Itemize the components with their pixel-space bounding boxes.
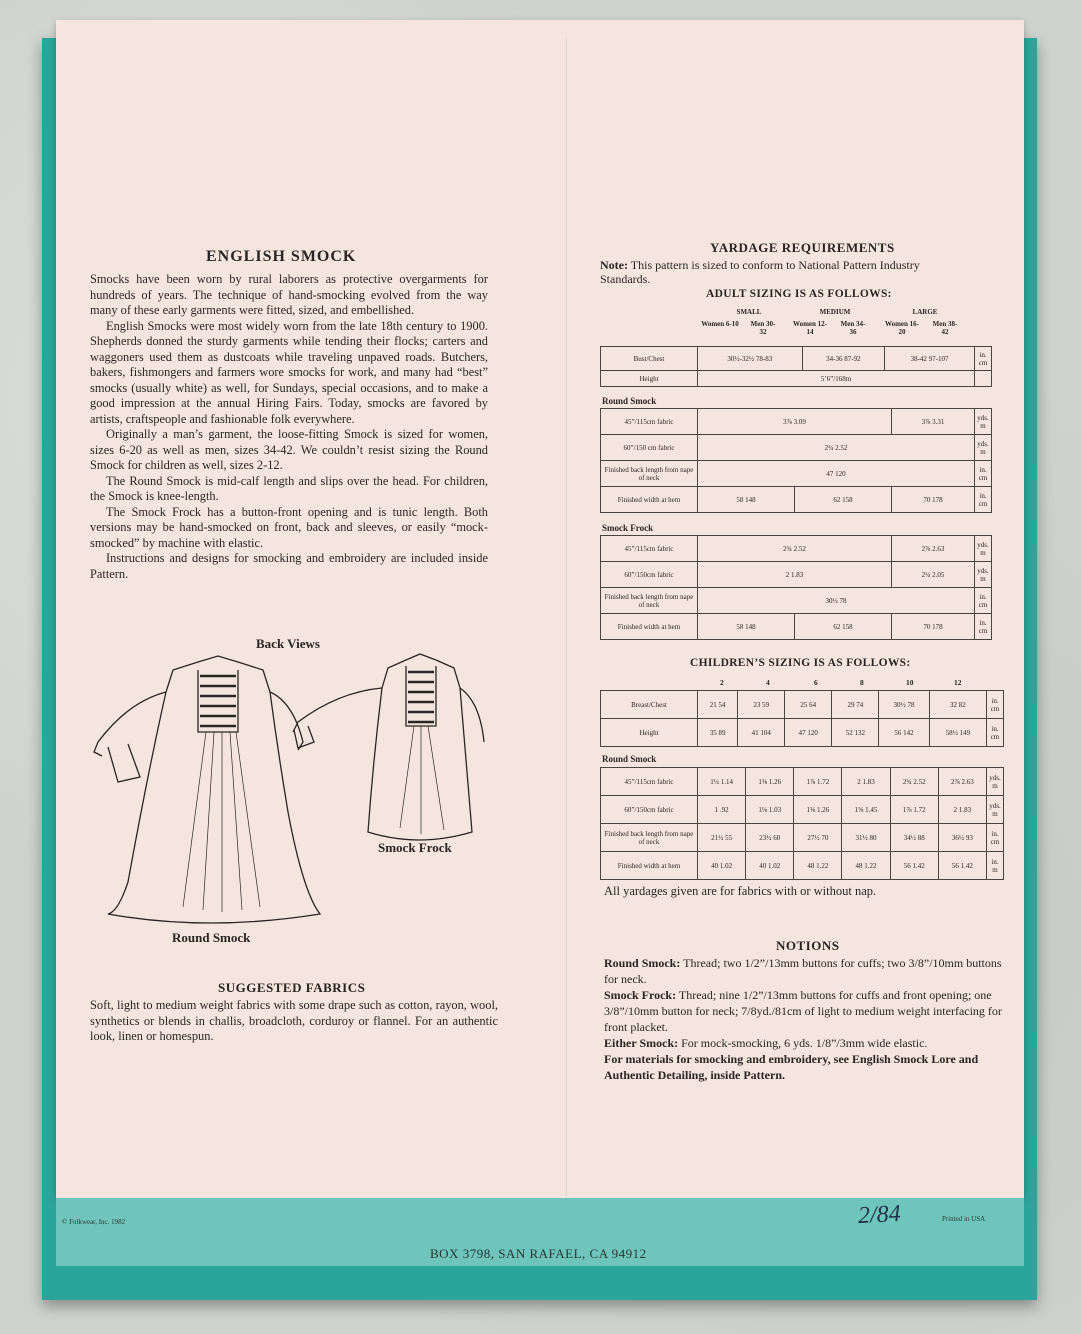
- table-cell: 56 1.42: [938, 852, 986, 880]
- adult-smock-frock-table: [600, 535, 992, 640]
- children-round-smock-label: Round Smock: [602, 754, 657, 764]
- table-row: [601, 719, 1004, 747]
- notion-item: [604, 1051, 1016, 1083]
- child-age: 10: [906, 678, 914, 687]
- child-age: 6: [814, 678, 818, 687]
- table-cell: in. cm: [987, 719, 1004, 747]
- table-cell: 2 1.83: [842, 768, 890, 796]
- table-row: [601, 796, 1004, 824]
- table-row: [601, 435, 992, 461]
- table-cell: 30½-32½ 78-83: [698, 347, 803, 371]
- table-cell: 47 120: [698, 461, 975, 487]
- notion-label: For materials for smocking and embroidery, see English Smock Lore and Authentic Detailing, inside Pattern.: [604, 1052, 979, 1082]
- table-row: [601, 461, 992, 487]
- table-cell: 45”/115cm fabric: [601, 409, 698, 435]
- center-fold: [566, 38, 568, 1198]
- size-medium: MEDIUM: [819, 308, 851, 316]
- table-cell: Finished width at hem: [601, 852, 698, 880]
- table-cell: Bust/Chest: [601, 347, 698, 371]
- table-row: [601, 347, 992, 371]
- adult-round-smock-label: Round Smock: [602, 396, 657, 406]
- adult-round-smock-table: [600, 408, 992, 513]
- table-row: [601, 588, 992, 614]
- table-cell: in. cm: [975, 461, 992, 487]
- notion-item: [604, 955, 1016, 987]
- back-views-label: Back Views: [256, 636, 320, 651]
- adult-smock-frock-label: Smock Frock: [602, 523, 654, 533]
- table-row: [601, 487, 992, 513]
- table-cell: 2¼ 2.05: [892, 562, 975, 588]
- table-cell: Finished width at hem: [601, 614, 698, 640]
- notions-title: NOTIONS: [776, 938, 840, 953]
- table-cell: 56 142: [879, 719, 929, 747]
- table-row: [601, 824, 1004, 852]
- yardage-title: YARDAGE REQUIREMENTS: [710, 240, 895, 255]
- table-cell: 31½ 80: [842, 824, 890, 852]
- table-cell: Finished back length from nape of neck: [601, 824, 698, 852]
- table-cell: yds. m: [987, 796, 1004, 824]
- notion-label: Round Smock:: [604, 956, 681, 970]
- table-cell: 21½ 55: [698, 824, 746, 852]
- table-cell: 3⅞ 3.31: [892, 409, 975, 435]
- table-cell: yds. m: [975, 435, 992, 461]
- copyright: © Folkwear, Inc. 1982: [62, 1218, 126, 1226]
- table-cell: 45”/115cm fabric: [601, 768, 698, 796]
- table-cell: 21 54: [698, 691, 738, 719]
- address: BOX 3798, SAN RAFAEL, CA 94912: [430, 1246, 647, 1261]
- note-label: Note:: [600, 258, 628, 272]
- notion-text: Thread; nine 1/2”/13mm buttons for cuffs and front opening; one 3/8”/10mm button for neck; 7/8yd./81cm of light to medium weight interfacing for front placket.: [604, 988, 1002, 1034]
- table-cell: Finished back length from nape of neck: [601, 588, 698, 614]
- size-small-women: Women 6-10: [701, 320, 739, 328]
- table-cell: yds. m: [987, 768, 1004, 796]
- table-cell: 1⅛ 1.03: [746, 796, 794, 824]
- table-cell: 1⅜ 1.26: [794, 796, 842, 824]
- child-age: 8: [860, 678, 864, 687]
- table-cell: Height: [601, 371, 698, 387]
- table-cell: 48 1.22: [794, 852, 842, 880]
- table-cell: 34-36 87-92: [802, 347, 885, 371]
- sizing-note: [600, 258, 992, 286]
- table-cell: yds. m: [975, 562, 992, 588]
- notion-text: Thread; two 1/2”/13mm buttons for cuffs; two 3/8”/10mm buttons for neck.: [604, 956, 1002, 986]
- paragraph: Instructions and designs for smocking and embroidery are included inside Pattern.: [90, 551, 488, 581]
- notion-item: [604, 1035, 1016, 1051]
- paragraph: The Round Smock is mid-calf length and slips over the head. For children, the Smock is knee-length.: [90, 473, 488, 503]
- table-cell: in. cm: [987, 691, 1004, 719]
- fabrics-text: Soft, light to medium weight fabrics with some drape such as cotton, rayon, wool, synthetics or blends in challis, broadcloth, corduroy or flannel. For an authentic look, linen or homespun.: [90, 998, 498, 1043]
- size-small: SMALL: [736, 308, 762, 316]
- table-cell: 1⅝ 1.45: [842, 796, 890, 824]
- table-cell: 70 178: [892, 487, 975, 513]
- table-cell: in. cm: [975, 614, 992, 640]
- table-cell: 45”/115cm fabric: [601, 536, 698, 562]
- round-smock-label: Round Smock: [172, 930, 251, 945]
- table-cell: 70 178: [892, 614, 975, 640]
- size-medium-women: Women 12-14: [792, 320, 828, 336]
- size-small-men: Men 30-32: [750, 320, 776, 336]
- table-cell: yds. m: [975, 536, 992, 562]
- table-cell: 60”/150cm fabric: [601, 562, 698, 588]
- table-cell: 5’6”/168m: [698, 371, 975, 387]
- smock-line-drawing: [88, 652, 488, 934]
- notion-label: Smock Frock:: [604, 988, 677, 1002]
- table-cell: 2¾ 2.52: [698, 435, 975, 461]
- table-cell: 2¾ 2.52: [698, 536, 892, 562]
- child-age: 12: [954, 678, 962, 687]
- table-cell: 29 74: [832, 691, 879, 719]
- table-cell: yds. m: [975, 409, 992, 435]
- table-cell: 2⅞ 2.63: [892, 536, 975, 562]
- table-cell: 56 1.42: [890, 852, 938, 880]
- size-medium-men: Men 34-36: [840, 320, 866, 336]
- table-cell: 30½ 78: [698, 588, 975, 614]
- table-row: [601, 614, 992, 640]
- paragraph: Smocks have been worn by rural laborers as protective overgarments for hundreds of years. The technique of hand-smocking evolved from the way many of these early garments were fitted, sized, and embellished.: [90, 272, 488, 317]
- page-title: ENGLISH SMOCK: [206, 248, 357, 265]
- table-cell: 30½ 78: [879, 691, 929, 719]
- children-measure-table: [600, 690, 1004, 747]
- table-cell: 1⅞ 1.72: [794, 768, 842, 796]
- table-row: [601, 768, 1004, 796]
- table-cell: 23 59: [738, 691, 785, 719]
- table-cell: 58 148: [698, 614, 795, 640]
- table-cell: 62 158: [795, 487, 892, 513]
- children-sizing-title: CHILDREN’S SIZING IS AS FOLLOWS:: [690, 657, 911, 669]
- notion-label: Either Smock:: [604, 1036, 679, 1050]
- table-cell: 1⅞ 1.72: [890, 796, 938, 824]
- yardage-note: All yardages given are for fabrics with or without nap.: [604, 884, 877, 898]
- size-large-men: Men 38-42: [932, 320, 958, 336]
- handwritten-date: 2/84: [857, 1200, 902, 1230]
- table-cell: in. cm: [975, 347, 992, 371]
- table-row: [601, 562, 992, 588]
- table-cell: 2 1.83: [938, 796, 986, 824]
- child-age: 4: [766, 678, 770, 687]
- table-cell: 40 1.02: [746, 852, 794, 880]
- note-line-1: This pattern is sized to conform to National Pattern Industry: [630, 258, 920, 272]
- size-large-women: Women 16-20: [884, 320, 920, 336]
- table-cell: 60”/150cm fabric: [601, 796, 698, 824]
- table-cell: 2⅞ 2.63: [938, 768, 986, 796]
- table-cell: 1¼ 1.14: [698, 768, 746, 796]
- adult-sizing-title: ADULT SIZING IS AS FOLLOWS:: [706, 288, 892, 300]
- table-cell: 32 82: [929, 691, 986, 719]
- table-cell: 1⅜ 1.26: [746, 768, 794, 796]
- table-cell: 62 158: [795, 614, 892, 640]
- table-cell: 38-42 97-107: [885, 347, 975, 371]
- table-cell: [975, 371, 992, 387]
- child-age: 2: [720, 678, 724, 687]
- paragraph: English Smocks were most widely worn from the late 18th century to 1900. Shepherds donned the sturdy garments while tending their flocks; carters and waggoners used them as dustcoats while traveling unpaved roads. Butchers, bakers, fishmongers and farmers wore smocks for work, and many had “best” smocks (usually white) as well, for Sundays, special occasions, and to make a good impression at the annual Hiring Fairs. Today, smocks are favored by artists, craftspeople and fashionable folk everywhere.: [90, 318, 488, 426]
- notion-item: [604, 987, 1016, 1035]
- table-cell: 35 89: [698, 719, 738, 747]
- table-row: [601, 409, 992, 435]
- table-row: [601, 691, 1004, 719]
- table-cell: Breast/Chest: [601, 691, 698, 719]
- paragraph: The Smock Frock has a button-front opening and is tunic length. Both versions may be hand-smocked on front, back and sleeves, or easily “mock-smocked” by machine with elastic.: [90, 504, 488, 550]
- table-cell: 34½ 88: [890, 824, 938, 852]
- printed-in: Printed in USA: [942, 1215, 986, 1223]
- table-cell: Height: [601, 719, 698, 747]
- table-cell: 52 132: [832, 719, 879, 747]
- adult-measure-table: [600, 346, 992, 387]
- table-cell: 3⅞ 3.09: [698, 409, 892, 435]
- table-cell: 60”/150 cm fabric: [601, 435, 698, 461]
- table-cell: Finished back length from nape of neck: [601, 461, 698, 487]
- table-cell: 58½ 149: [929, 719, 986, 747]
- table-cell: 47 120: [785, 719, 832, 747]
- smock-frock-label: Smock Frock: [378, 840, 452, 855]
- size-large: LARGE: [912, 308, 938, 316]
- children-round-smock-table: [600, 767, 1004, 880]
- table-row: [601, 371, 992, 387]
- notion-text: For mock-smocking, 6 yds. 1/8”/3mm wide elastic.: [678, 1036, 928, 1050]
- table-cell: 2 1.83: [698, 562, 892, 588]
- table-cell: 58 148: [698, 487, 795, 513]
- table-row: [601, 852, 1004, 880]
- table-cell: Finished width at hem: [601, 487, 698, 513]
- table-cell: 36½ 93: [938, 824, 986, 852]
- table-cell: 41 104: [738, 719, 785, 747]
- table-row: [601, 536, 992, 562]
- table-cell: 27½ 70: [794, 824, 842, 852]
- fabrics-title: SUGGESTED FABRICS: [218, 980, 366, 995]
- table-cell: in. cm: [975, 588, 992, 614]
- table-cell: 23½ 60: [746, 824, 794, 852]
- table-cell: 1 .92: [698, 796, 746, 824]
- table-cell: in. cm: [987, 824, 1004, 852]
- description: [90, 272, 488, 582]
- paragraph: Originally a man’s garment, the loose-fitting Smock is sized for women, sizes 6-20 as well as men, sizes 34-42. We couldn’t resist sizing the Round Smock for children as well, sizes 2-12.: [90, 427, 488, 472]
- table-cell: 48 1.22: [842, 852, 890, 880]
- notions-list: [604, 955, 1016, 1083]
- table-cell: in. cm: [975, 487, 992, 513]
- table-cell: 40 1.02: [698, 852, 746, 880]
- table-cell: 2¾ 2.52: [890, 768, 938, 796]
- table-cell: in. m: [987, 852, 1004, 880]
- table-cell: 25 64: [785, 691, 832, 719]
- note-line-2: Standards.: [600, 272, 651, 286]
